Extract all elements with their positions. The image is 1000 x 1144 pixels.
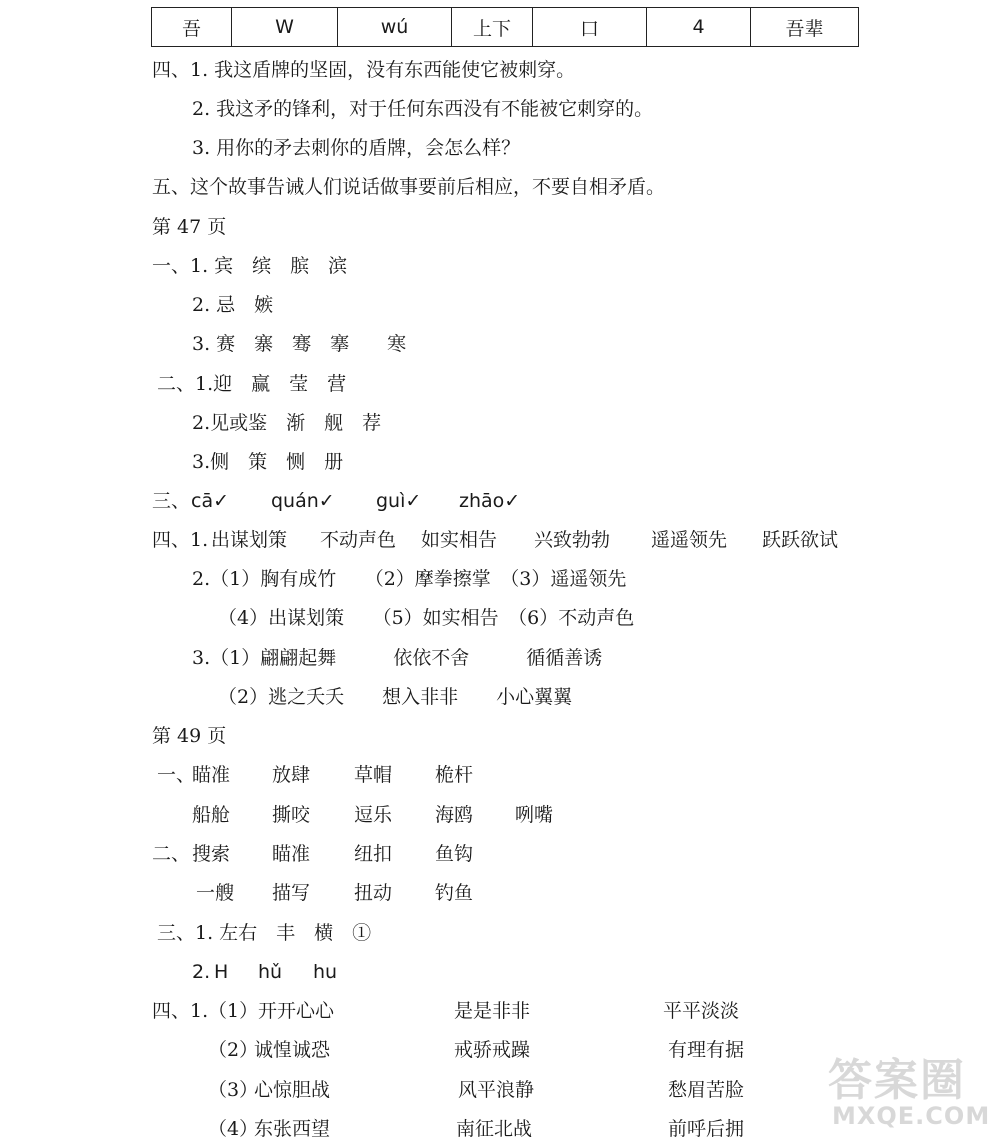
answer-line: 一、1. 宾 缤 膑 滨 bbox=[152, 255, 348, 277]
idiom-item: 南征北战 bbox=[456, 1118, 533, 1140]
word-item: 咧嘴 bbox=[515, 804, 554, 826]
idiom-item: 有理有据 bbox=[668, 1039, 745, 1061]
idiom-item: 东张西望 bbox=[254, 1118, 331, 1140]
table-cell: W bbox=[232, 8, 338, 47]
idiom-item: 是是非非 bbox=[454, 1000, 531, 1022]
answer-line: 三、1. 左右 丰 横 ① bbox=[157, 922, 372, 944]
table-cell: wú bbox=[338, 8, 452, 47]
item-number: （2） bbox=[208, 1039, 259, 1061]
answer-line: 五、这个故事告诫人们说话做事要前后相应，不要自相矛盾。 bbox=[152, 176, 666, 198]
idiom-item: 诚惶诚恐 bbox=[254, 1039, 331, 1061]
idiom-item: 愁眉苦脸 bbox=[668, 1079, 745, 1101]
page-heading: 第 47 页 bbox=[152, 216, 227, 238]
word-item: 一艘 bbox=[196, 882, 235, 904]
word-item: 钓鱼 bbox=[435, 882, 474, 904]
answer-line: 2.（1）胸有成竹 （2）摩拳擦掌 （3）遥遥领先 bbox=[192, 568, 627, 590]
word-item: 放肆 bbox=[272, 764, 311, 786]
section-prefix: 二、 bbox=[152, 843, 191, 865]
word-item: 船舱 bbox=[192, 804, 231, 826]
word-item: 撕咬 bbox=[272, 804, 311, 826]
idiom-item: 遥遥领先 bbox=[651, 529, 728, 551]
idiom-item: 兴致勃勃 bbox=[534, 529, 611, 551]
section-prefix: 四、1. bbox=[152, 1000, 209, 1022]
pinyin-item: cā✓ bbox=[191, 490, 230, 512]
table-cell: 4 bbox=[647, 8, 751, 47]
table-cell: 上下 bbox=[452, 8, 533, 47]
word-item: 逗乐 bbox=[354, 804, 393, 826]
idiom-item: 出谋划策 bbox=[211, 529, 288, 551]
pinyin-item: hǔ bbox=[258, 961, 283, 983]
word-item: 纽扣 bbox=[354, 843, 393, 865]
idiom-item: 平平淡淡 bbox=[663, 1000, 740, 1022]
watermark-logo bbox=[818, 1040, 1000, 1140]
page-heading: 第 49 页 bbox=[152, 725, 227, 747]
pinyin-item: hu bbox=[313, 961, 338, 983]
answer-line: 2.见或鉴 渐 舰 荐 bbox=[192, 412, 382, 434]
idiom-item: 戒骄戒躁 bbox=[454, 1039, 531, 1061]
idiom-item: 风平浪静 bbox=[458, 1079, 535, 1101]
word-item: 海鸥 bbox=[435, 804, 474, 826]
section-prefix: 一、 bbox=[157, 764, 196, 786]
idiom-item: 如实相告 bbox=[421, 529, 498, 551]
item-number: （4） bbox=[208, 1118, 259, 1140]
word-item: 草帽 bbox=[354, 764, 393, 786]
answer-line: 3.侧 策 恻 册 bbox=[192, 451, 344, 473]
answer-line: 四、1. 我这盾牌的坚固，没有东西能使它被刺穿。 bbox=[152, 59, 576, 81]
section-prefix: 三、 bbox=[152, 490, 191, 512]
section-prefix: 四、1. bbox=[152, 529, 209, 551]
answer-line: 二、1.迎 赢 莹 营 bbox=[157, 373, 347, 395]
table-cell: 吾 bbox=[152, 8, 232, 47]
table-cell: 吾辈 bbox=[751, 8, 859, 47]
answer-line: 2. 忌 嫉 bbox=[192, 294, 274, 316]
answer-line: （2）逃之夭夭 想入非非 小心翼翼 bbox=[218, 686, 573, 708]
answer-line: 3. 赛 寨 骞 搴 寒 bbox=[192, 333, 407, 355]
pinyin-item: zhāo✓ bbox=[459, 490, 521, 512]
word-item: 桅杆 bbox=[435, 764, 474, 786]
pinyin-item: quán✓ bbox=[271, 490, 335, 512]
item-number: （1） bbox=[208, 1000, 259, 1022]
item-number: （3） bbox=[208, 1079, 259, 1101]
table-cell: 口 bbox=[533, 8, 647, 47]
answer-line: 3.（1）翩翩起舞 依依不舍 循循善诱 bbox=[192, 647, 603, 669]
answer-line: 3. 用你的矛去刺你的盾牌，会怎么样？ bbox=[192, 137, 521, 159]
table-row bbox=[152, 8, 859, 47]
pinyin-item: guì✓ bbox=[376, 490, 422, 512]
answer-line: 2. 我这矛的锋利，对于任何东西没有不能被它刺穿的。 bbox=[192, 98, 654, 120]
word-item: 搜索 bbox=[192, 843, 231, 865]
answer-line: （4）出谋划策 （5）如实相告 （6）不动声色 bbox=[218, 607, 635, 629]
answer-line-pinyin bbox=[152, 486, 190, 516]
word-item: 扭动 bbox=[354, 882, 393, 904]
idiom-item: 心惊胆战 bbox=[254, 1079, 331, 1101]
answer-table bbox=[151, 7, 859, 47]
idiom-item: 开开心心 bbox=[258, 1000, 335, 1022]
watermark-text: 答案圈 bbox=[828, 1055, 966, 1106]
idiom-item: 前呼后拥 bbox=[668, 1118, 745, 1140]
idiom-item: 跃跃欲试 bbox=[762, 529, 839, 551]
watermark-url: MXQE.COM bbox=[832, 1102, 991, 1130]
word-item: 瞄准 bbox=[272, 843, 311, 865]
word-item: 鱼钩 bbox=[435, 843, 474, 865]
item-number: 2. bbox=[192, 961, 211, 983]
word-item: 描写 bbox=[272, 882, 311, 904]
pinyin-item: H bbox=[214, 961, 229, 983]
word-item: 瞄准 bbox=[192, 764, 231, 786]
idiom-item: 不动声色 bbox=[320, 529, 397, 551]
